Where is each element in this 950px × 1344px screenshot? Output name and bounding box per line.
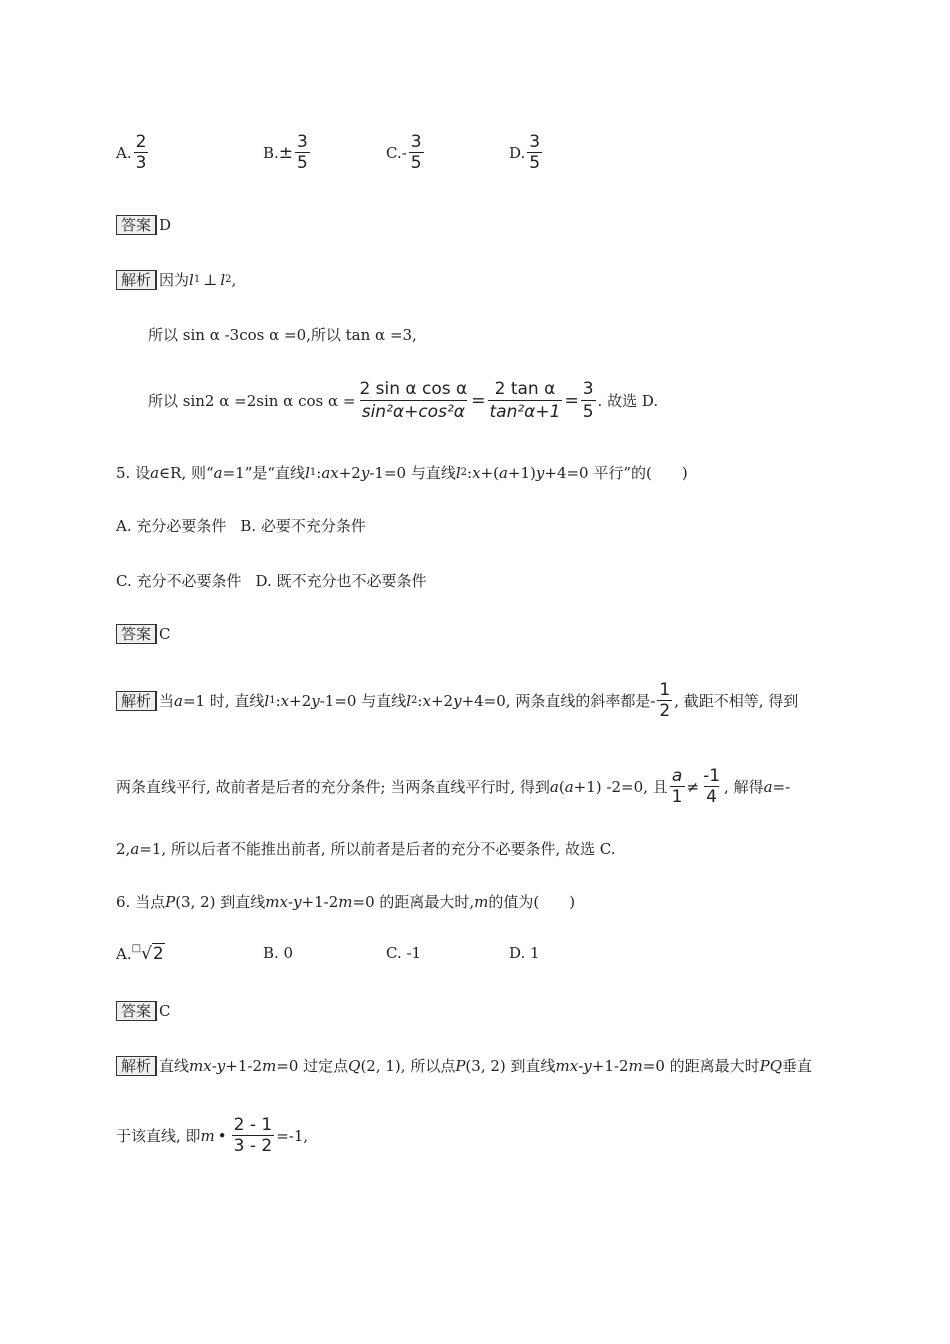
q5-option-d: D. 既不充分也不必要条件 xyxy=(255,572,427,590)
q4-option-a: A. $\frac{2}{3}$ xyxy=(116,132,147,173)
q6-stem: 6. 当点 P (3, 2) 到直线 mx - y +1-2 m =0 的距离最大时, m 的值为( ) xyxy=(116,893,576,911)
q5-option-c: C. 充分不必要条件 xyxy=(116,572,242,590)
answer-value: D xyxy=(159,216,172,234)
q5-stem: 5. 设 a ∈R, 则“ a =1”是“直线 l 1 : ax +2 y -1=0 与直线 l 2 : x +( a +1) y +4=0 平行”的( ) xyxy=(116,464,688,482)
fraction: $\frac{1}{2}$ xyxy=(659,680,671,721)
q5-analysis-line-3: 2, a =1, 所以后者不能推出前者, 所以前者是后者的充分不必要条件, 故选 C. xyxy=(116,840,616,858)
analysis-tag: 解析 xyxy=(116,270,157,290)
q6-option-d: D. 1 xyxy=(509,944,540,962)
placeholder-box-icon: □ xyxy=(131,942,142,954)
answer-tag: 答案 xyxy=(116,1001,157,1021)
answer-tag: 答案 xyxy=(116,624,157,644)
analysis-tag: 解析 xyxy=(116,1056,157,1076)
q5-analysis-line-2: 两条直线平行, 故前者是后者的充分条件; 当两条直线平行时, 得到 a ( a +1) -2=0, 且 $\frac{a}{1}$ ≠ $\frac{-1}{4}$ , 解得 a =- xyxy=(116,766,791,807)
q6-option-c: C. -1 xyxy=(386,944,422,962)
q5-answer xyxy=(116,624,171,644)
answer-value: C xyxy=(159,625,171,643)
square-root: √2 xyxy=(141,944,164,964)
q4-option-b: B. ± $\frac{3}{5}$ xyxy=(263,132,308,173)
q6-analysis-line-2: 于该直线, 即 m • $\frac{2 - 1}{3 - 2}$ =-1, xyxy=(116,1115,309,1156)
q5-options-row-1 xyxy=(116,516,366,536)
fraction: $\frac{a}{1}$ xyxy=(671,766,683,807)
q4-option-d: D. $\frac{3}{5}$ xyxy=(509,132,541,173)
answer-tag: 答案 xyxy=(116,215,157,235)
q5-analysis-line-1: 解析 当 a =1 时, 直线 l 1 : x +2 y -1=0 与直线 l 2 : x +2 y +4=0, 两条直线的斜率都是- $\frac{1}{2}$ , 截距不相等, 得到 xyxy=(116,680,798,721)
q6-answer xyxy=(116,1001,171,1021)
analysis-tag: 解析 xyxy=(116,691,157,711)
answer-value: C xyxy=(159,1002,171,1020)
q4-analysis-line-3: 所以 sin2 α =2sin α cos α = $\frac{\text{2 sin α cos α}}{\text{sin²α+cos²α}}$ = $\frac{\text{2 tan α}}{\text{tan²α+1}}$ = $\frac{3}{5}$ . 故选 D. xyxy=(148,379,659,422)
fraction: $\frac{2 - 1}{3 - 2}$ xyxy=(233,1115,273,1156)
q4-answer xyxy=(116,215,171,235)
q5-option-b: B. 必要不充分条件 xyxy=(240,517,366,535)
fraction: $\frac{3}{5}$ xyxy=(529,132,541,173)
q6-option-a: A. □ √2 xyxy=(116,942,164,964)
fraction: $\frac{3}{5}$ xyxy=(297,132,308,173)
q4-option-c: C. - $\frac{3}{5}$ xyxy=(386,132,422,173)
q4-analysis-line-2: 所以 sin α -3cos α =0,所以 tan α =3, xyxy=(148,326,417,344)
fraction: $\frac{2}{3}$ xyxy=(135,132,147,173)
q5-option-a: A. 充分必要条件 xyxy=(116,517,227,535)
fraction: $\frac{\text{2 sin α cos α}}{\text{sin²α+cos²α}}$ xyxy=(359,379,468,422)
q4-analysis-line-1: 解析 因为 l 1 ⊥ l 2 , xyxy=(116,270,236,290)
fraction: $\frac{3}{5}$ xyxy=(582,379,594,422)
q6-analysis-line-1: 解析 直线 mx - y +1-2 m =0 过定点 Q (2, 1), 所以点 P (3, 2) 到直线 mx - y +1-2 m =0 的距离最大时 PQ 垂直 xyxy=(116,1056,812,1076)
fraction: $\frac{-1}{4}$ xyxy=(703,766,721,807)
fraction: $\frac{\text{2 tan α}}{\text{tan²α+1}}$ xyxy=(489,379,561,422)
q6-option-b: B. 0 xyxy=(263,944,294,962)
fraction: $\frac{3}{5}$ xyxy=(410,132,422,173)
q5-options-row-2 xyxy=(116,571,427,591)
